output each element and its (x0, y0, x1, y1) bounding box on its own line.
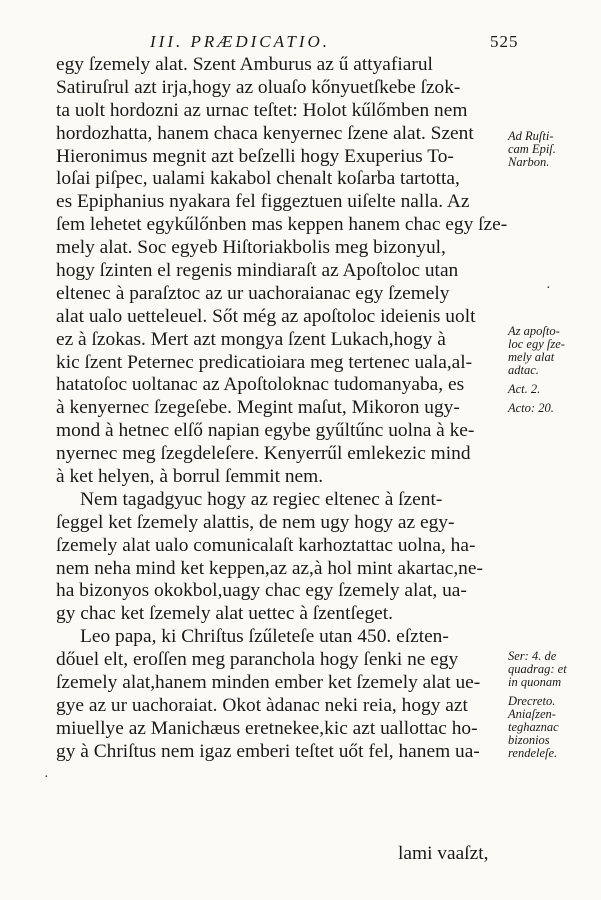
text-line: Satiruſrul azt irja,hogy az oluaſo kőnyuetſkebe ſzok- (56, 76, 461, 98)
margin-line: bizonios (508, 733, 550, 747)
margin-line: Ad Ruſti- (508, 129, 554, 143)
text-line: nyernec meg ſzegdeleſere. Kenyerrűl emlekezic mind (56, 443, 471, 465)
text-line: Nem tagadgyuc hogy az regiec eltenec à ſzent- (80, 488, 443, 510)
margin-line: cam Epiſ. (508, 142, 556, 156)
text-line: ſem lehetet egykűlőnben mas keppen hanem chac egy ſze- (56, 214, 508, 236)
margin-line: Drecreto. (508, 694, 556, 708)
text-line: eltenec à paraſztoc az ur uachoraianac egy ſzemely (56, 282, 450, 304)
paragraph-3 (56, 626, 504, 763)
text-line: hordozhatta, hanem chaca kenyernec ſzene alat. Szent (56, 122, 474, 144)
margin-line: in quonam (508, 675, 562, 689)
text-line: kic ſzent Peternec predicatioiara meg tertenec uala,al- (56, 351, 473, 373)
text-line: gy chac ket ſzemely alat uettec à ſzentſeget. (56, 603, 393, 625)
page-number: 525 (490, 32, 519, 51)
text-line: ſzemely alat ualo comunicalaſt karhoztattac uolna, ha- (56, 534, 476, 556)
margin-note-apostoloc (508, 325, 565, 415)
margin-line: Acto: 20. (508, 401, 554, 415)
margin-line: teghaznac (508, 720, 559, 734)
text-line: ſeggel ket ſzemely alattis, de nem ugy hogy az egy- (56, 511, 455, 533)
margin-line: rendeleſe. (508, 746, 558, 760)
margin-line: quadrag: et (508, 662, 567, 676)
text-line: ſzemely alat,hanem minden ember ket ſzemely alat ue- (56, 672, 481, 694)
margin-note-decretum (508, 650, 567, 760)
catchword: lami vaaſzt, (398, 843, 489, 864)
text-line: hatatoſoc uoltanac az Apoſtoloknac tudomanyaba, es (56, 374, 465, 396)
text-line: hogy ſzinten el regenis mindiaraſt az Apoſtoloc utan (56, 260, 459, 282)
text-line: es Epiphanius nyakara fel figgeztuen uiſelte nalla. Az (56, 191, 470, 213)
text-line: dőuel elt, eroſſen meg paranchola hogy ſenki ne egy (56, 649, 459, 671)
text-line: mely alat. Soc egyeb Hiſtoriakbolis meg bizonyul, (56, 237, 446, 259)
margin-line: adtac. (508, 363, 539, 377)
text-line: Hieronimus megnit azt beſzelli hogy Exuperius To- (56, 145, 454, 167)
text-line: Leo papa, ki Chriſtus ſzűleteſe utan 450. eſzten- (80, 626, 449, 648)
margin-line: Az apoſto- (508, 324, 560, 338)
text-line: ta uolt hordozni az urnac teſtet: Holot kűlőmben nem (56, 99, 468, 121)
margin-line: Narbon. (508, 155, 550, 169)
margin-line: Act. 2. (508, 382, 541, 396)
paragraph-2 (56, 489, 504, 626)
text-line: ez à ſzokas. Mert azt mongya ſzent Lukach,hogy à (56, 328, 446, 350)
text-line: miuellye az Manichæus eretnekee,kic azt uallottac ho- (56, 717, 478, 739)
margin-line: Ser: 4. de (508, 649, 557, 663)
ink-speck: · (546, 281, 551, 296)
main-text (56, 54, 508, 764)
margin-line: mely alat (508, 350, 555, 364)
text-line: nem neha mind ket keppen,az az,à hol mint akartac,ne- (56, 557, 483, 579)
margin-line: Aniaſzen- (508, 707, 556, 721)
text-line: ha bizonyos okokbol,uagy chac egy ſzemely alat, ua- (56, 580, 467, 602)
text-line: gy à Chriſtus nem igaz emberi teſtet uőt fel, hanem ua- (56, 740, 480, 762)
ink-speck: · (44, 770, 49, 785)
margin-note-rusticum (508, 130, 556, 169)
paragraph-1 (56, 54, 508, 489)
text-line: à kenyernec ſzegeſebe. Megint maſut, Mikoron ugy- (56, 397, 460, 419)
header-title: III. PRÆDICATIO. (150, 32, 331, 51)
text-line: gye az ur uachoraiat. Okot àdanac neki reia, hogy azt (56, 694, 468, 716)
text-line: loſai piſpec, ualami kakabol chenalt koſarba tartotta, (56, 168, 460, 190)
text-line: mond à hetnec elſő napian egybe gyűltűnc uolna à ke- (56, 420, 475, 442)
text-line: alat ualo uetteleuel. Sőt még az apoſtoloc ideienis uolt (56, 305, 476, 327)
text-line: egy ſzemely alat. Szent Amburus az ű attyafiarul (56, 54, 433, 75)
text-line: à ket helyen, à borrul ſemmit nem. (56, 466, 324, 488)
margin-line: loc egy ſze- (508, 337, 565, 351)
